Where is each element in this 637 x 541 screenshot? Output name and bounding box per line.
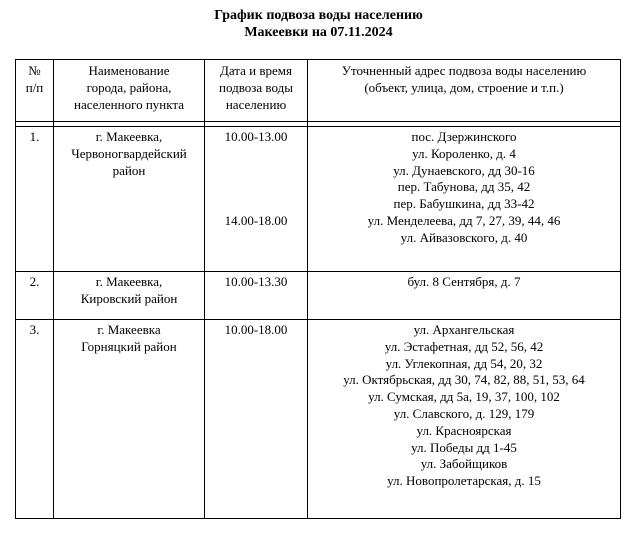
address-line: ул. Дунаевского, дд 30-16	[393, 162, 535, 178]
row-place	[54, 127, 205, 272]
address-line: ул. Эстафетная, дд 52, 56, 42	[384, 338, 544, 354]
address-line: ул. Забойщиков	[420, 456, 508, 472]
address-line: ул. Новопролетарская, д. 15	[387, 473, 541, 489]
header-text: Дата и время	[220, 63, 292, 78]
row-time	[205, 320, 308, 519]
address-line: ул. Сумская, дд 5а, 19, 37, 100, 102	[368, 389, 560, 405]
header-address	[308, 60, 621, 122]
time-slot: 14.00-18.00	[224, 212, 288, 228]
header-text: (объект, улица, дом, строение и т.п.)	[364, 79, 564, 95]
place-text: Кировский район	[80, 290, 178, 306]
time-slot: 10.00-18.00	[224, 322, 288, 337]
address-line: ул. Октябрьская, дд 30, 74, 82, 88, 51, 53, 64	[343, 372, 585, 388]
header-text: населенного пункта	[73, 96, 185, 112]
row-number: 2.	[16, 272, 54, 320]
row-place	[54, 272, 205, 320]
place-text: Горняцкий район	[81, 338, 177, 354]
table-row	[16, 127, 621, 272]
address-line: пер. Бабушкина, дд 33-42	[393, 196, 535, 212]
address-line: ул. Красноярская	[416, 422, 512, 438]
address-line: ул. Короленко, д. 4	[412, 145, 516, 161]
place-text: район	[112, 162, 146, 178]
time-slot: 10.00-13.00	[224, 129, 288, 144]
place-text: г. Макеевка,	[95, 129, 163, 144]
header-text: подвоза воды	[219, 79, 293, 95]
address-line: ул. Менделеева, дд 7, 27, 39, 44, 46	[367, 212, 561, 228]
address-line: бул. 8 Сентября, д. 7	[407, 274, 521, 289]
row-place	[54, 320, 205, 519]
address-line: ул. Углекопная, дд 54, 20, 32	[385, 355, 543, 371]
row-addresses	[308, 272, 621, 320]
place-text: г. Макеевка	[97, 322, 161, 337]
water-schedule-table	[15, 59, 621, 519]
place-text: Червоногвардейский	[71, 145, 187, 161]
address-line: ул. Архангельская	[413, 322, 515, 337]
row-addresses	[308, 320, 621, 519]
row-time	[205, 272, 308, 320]
address-line: ул. Победы дд 1-45	[411, 439, 517, 455]
header-text: Уточненный адрес подвоза воды населению	[341, 63, 587, 78]
row-time	[205, 127, 308, 272]
time-slot: 10.00-13.30	[224, 274, 288, 289]
table-row	[16, 320, 621, 519]
header-place	[54, 60, 205, 122]
document-title: График подвоза воды населению	[214, 8, 423, 23]
row-number: 3.	[16, 320, 54, 519]
header-text: населению	[225, 96, 287, 112]
header-text: города, района,	[86, 79, 172, 95]
header-text: №	[28, 63, 41, 78]
address-line: пос. Дзержинского	[411, 129, 517, 144]
address-line: ул. Айвазовского, д. 40	[400, 229, 528, 245]
table-header-row	[16, 60, 621, 122]
row-number: 1.	[16, 127, 54, 272]
place-text: г. Макеевка,	[95, 274, 163, 289]
header-time	[205, 60, 308, 122]
table-row	[16, 272, 621, 320]
header-text: п/п	[25, 79, 44, 95]
header-number	[16, 60, 54, 122]
document-subtitle-date: Макеевки на 07.11.2024	[244, 25, 393, 40]
row-addresses	[308, 127, 621, 272]
address-line: ул. Славского, д. 129, 179	[393, 405, 535, 421]
header-text: Наименование	[88, 63, 170, 78]
address-line: пер. Табунова, дд 35, 42	[397, 179, 531, 195]
